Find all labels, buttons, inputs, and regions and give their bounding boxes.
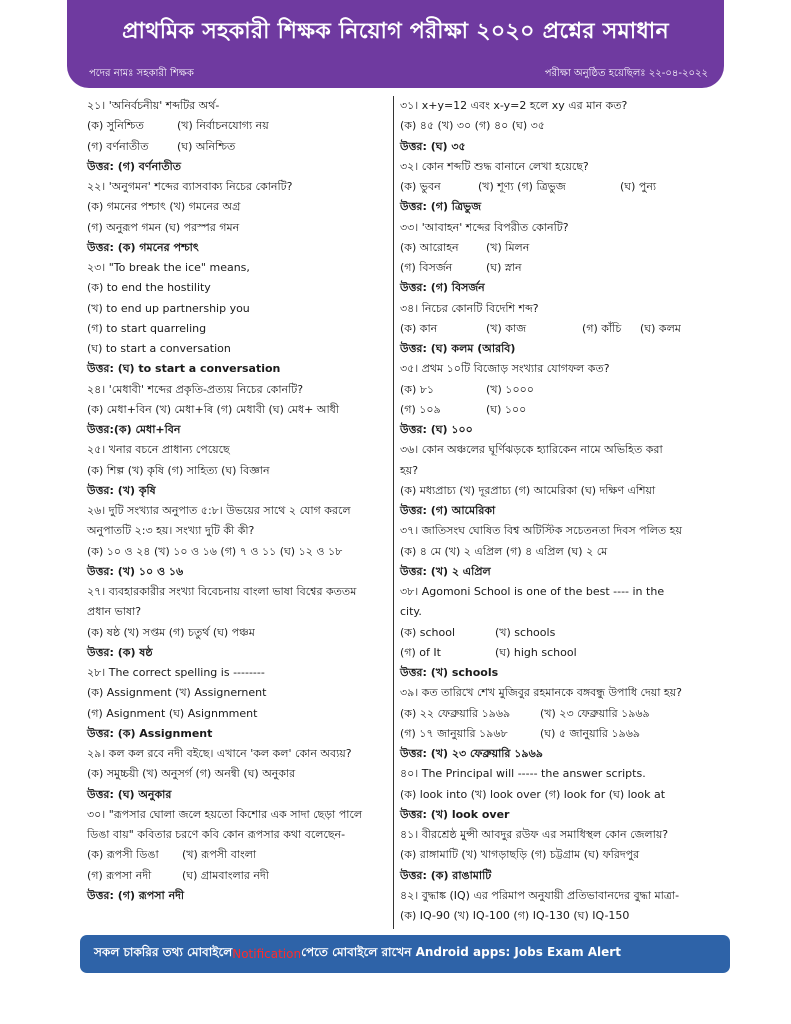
options-line (400, 400, 720, 420)
answer-line: উত্তর:(ক) মেধা+বিন (87, 423, 181, 436)
option-cell: (গ) of It (400, 645, 441, 659)
answer-line: উত্তর: (ঘ) ৩৫ (400, 139, 466, 153)
option-cell: (ক) ২২ ফেব্রুয়ারি ১৯৬৯ (400, 706, 511, 720)
options-line (400, 704, 720, 724)
option-cell: (খ) শূণ্য (গ) ত্রিভুজ (478, 180, 566, 193)
question-line: ৩৭। জাতিসংঘ ঘোষিত বিশ্ব অটিস্টিক সচেতনতা দিবস পলিত হয় (400, 524, 682, 538)
footer-text-before: সকল চাকরির তথ্য মোবাইলে (94, 945, 233, 959)
options-line: (গ) Asignment (ঘ) Asignmment (87, 706, 258, 720)
answer-line: উত্তর: (গ) বিসর্জন (400, 281, 485, 295)
answer-line: উত্তর: (ঘ) ১০০ (400, 423, 473, 436)
options-line: (ঘ) to start a conversation (87, 342, 231, 355)
answer-line: উত্তর: (খ) ১০ ও ১৬ (87, 564, 184, 578)
answer-line: উত্তর: (ক) ষষ্ঠ (87, 645, 153, 659)
options-line: (ক) মধ্যপ্রাচ্য (খ) দূরপ্রাচ্য (গ) আমেরিকা (ঘ) দক্ষিণ এশিয়া (400, 483, 656, 497)
question-line: ৪২। বুদ্ধাঙ্ক (IQ) এর পরিমাপ অনুযায়ী প্রতিভাবানদের বুদ্ধা মাত্রা- (400, 888, 680, 902)
answer-line: উত্তর: (গ) বর্ণনাতীত (87, 159, 181, 173)
options-line (400, 643, 720, 663)
option-cell: (ক) school (400, 625, 456, 639)
option-cell: (ক) সুনিশ্চিত (87, 119, 144, 133)
question-line: প্রধান ভাষা? (87, 605, 142, 619)
question-line: ৩২। কোন শব্দটি শুদ্ধ বানানে লেখা হয়েছে? (400, 159, 589, 173)
question-line: ৪১। বীরশ্রেষ্ঠ মুন্সী আবদুর রউফ এর সমাধিস্থল কোন জেলায়? (400, 828, 669, 841)
answer-line: উত্তর: (ক) রাঙামাটি (400, 868, 492, 882)
options-line (87, 845, 389, 865)
options-line: (ক) রাঙ্গামাটি (খ) খাগড়াছড়ি (গ) চট্টগ্রাম (ঘ) ফরিদপুর (400, 848, 640, 862)
options-line (400, 724, 720, 744)
header-banner (67, 0, 724, 88)
question-line: ডিঙা বায়" কবিতার চরণে কবি কোন রূপসার কথা বলেছেন- (87, 828, 346, 841)
question-line: ২১। 'অনির্বচনীয়' শব্দটির অর্থ- (87, 99, 220, 112)
option-cell: (খ) নির্বাচনযোগ্য নয় (177, 119, 269, 133)
options-line: (ক) IQ-90 (খ) IQ-100 (গ) IQ-130 (ঘ) IQ-150 (400, 909, 630, 922)
option-cell: (গ) বর্ণনাতীত (87, 139, 149, 153)
options-line (87, 866, 389, 886)
options-line: (ক) মেধা+বিন (খ) মেধা+ৰি (গ) মেধাবী (ঘ) মেধ+ আধী (87, 402, 339, 416)
answer-line: উত্তর: (গ) আমেরিকা (400, 504, 496, 517)
option-cell: (ক) কান (400, 321, 438, 335)
answer-line: উত্তর: (গ) ত্রিভুজ (400, 200, 482, 214)
option-cell: (ঘ) অনিশ্চিত (177, 139, 236, 153)
footer-accent: Notification (232, 947, 302, 961)
option-cell: (খ) schools (495, 625, 556, 639)
question-line: ৩০। "রূপসার ঘোলা জলে হয়তো কিশোর এক সাদা ছেড়া পালে (87, 807, 363, 821)
question-line: ২২। 'অনুগমন' শব্দের ব্যাসবাক্য নিচের কোনটি? (87, 180, 293, 193)
options-line (400, 238, 720, 258)
option-cell: (গ) ১৭ জানুয়ারি ১৯৬৮ (400, 726, 508, 740)
options-line: (ক) to end the hostility (87, 281, 211, 295)
question-line: ২৭। ব্যবহারকারীর সংখ্যা বিবেচনায় বাংলা ভাষা বিশ্বের কততম (87, 585, 357, 598)
question-line: city. (400, 605, 422, 619)
options-line (400, 258, 720, 278)
options-line: (ক) Assignment (খ) Assignernent (87, 686, 267, 700)
options-line: (ক) ৪ মে (খ) ২ এপ্রিল (গ) ৪ এপ্রিল (ঘ) ২ মে (400, 544, 608, 558)
column-divider (393, 96, 394, 929)
question-line: ২৫। খনার বচনে প্রাধান্য পেয়েছে (87, 443, 230, 457)
question-line: ২৯। কল কল রবে নদী বইছে। এখানে 'কল কল' কোন অব্যয়? (87, 747, 352, 760)
question-line: হয়? (400, 463, 419, 477)
answer-line: উত্তর: (খ) ২ এপ্রিল (400, 564, 491, 578)
options-line (87, 137, 389, 157)
option-cell: (গ) কাঁচি (582, 321, 622, 335)
post-label: পদের নামঃ সহকারী শিক্ষক (89, 68, 194, 79)
answer-line: উত্তর: (ক) গমনের পশ্চাৎ (87, 240, 199, 254)
option-cell: (খ) ২৩ ফেব্রুয়ারি ১৯৬৯ (540, 706, 650, 720)
options-line: (ক) look into (খ) look over (গ) look for (ঘ) look at (400, 787, 666, 801)
question-line: ৪০। The Principal will ----- the answer scripts. (400, 767, 646, 781)
question-line: ৩১। x+y=12 এবং x-y=2 হলে xy এর মান কত? (400, 99, 628, 112)
options-line (400, 319, 720, 339)
options-line: (খ) to end up partnership you (87, 301, 250, 315)
footer-text-after: পেতে মোবাইলে রাখেন Android apps: Jobs Exam Alert (301, 945, 621, 959)
option-cell: (ঘ) কলম (640, 321, 681, 335)
question-line: ২৬। দুটি সংখ্যার অনুপাত ৫:৮। উভয়ের সাথে ২ যোগ করলে (87, 504, 351, 517)
question-line: ২৪। 'মেধাবী' শব্দের প্রকৃতি-প্রত্যয় নিচের কোনটি? (87, 382, 304, 396)
options-line: (গ) অনুরূপ গমন (ঘ) পরস্পর গমন (87, 220, 240, 234)
option-cell: (গ) রূপসা নদী (87, 868, 152, 882)
answer-line: উত্তর: (খ) কৃষি (87, 483, 156, 497)
option-cell: (খ) ১০০০ (486, 382, 534, 396)
question-line: ৩৬। কোন অঞ্চলের ঘূর্ণিঝড়কে হ্যারিকেন নামে অভিহিত করা (400, 443, 663, 457)
option-cell: (ঘ) ৫ জানুয়ারি ১৯৬৯ (540, 726, 641, 740)
option-cell: (খ) রূপসী বাংলা (182, 848, 257, 862)
options-line: (ক) ষষ্ঠ (খ) সপ্তম (গ) চতুর্থ (ঘ) পঞ্চম (87, 625, 255, 639)
left-column (87, 96, 389, 906)
option-cell: (ঘ) high school (495, 645, 577, 659)
answer-line: উত্তর: (ঘ) অনুকার (87, 787, 172, 801)
question-line: ২৩। "To break the ice" means, (87, 261, 250, 274)
option-cell: (গ) ১০৯ (400, 402, 441, 416)
question-line: অনুপাতটি ২:৩ হয়। সংখ্যা দুটি কী কী? (87, 524, 255, 538)
option-cell: (ক) আরোহন (400, 240, 459, 254)
question-line: ৩৯। কত তারিখে শেখ মুজিবুর রহমানকে বঙ্গবন্ধু উপাধি দেয়া হয়? (400, 686, 682, 700)
answer-line: উত্তর: (ঘ) কলম (আরবি) (400, 342, 516, 355)
option-cell: (ঘ) পুন্য (620, 180, 657, 193)
right-column (400, 96, 720, 926)
answer-line: উত্তর: (খ) schools (400, 666, 499, 679)
option-cell: (ঘ) গ্রামবাংলার নদী (182, 868, 269, 882)
option-cell: (ক) ৮১ (400, 382, 435, 396)
answer-line: উত্তর: (খ) ২৩ ফেব্রুয়ারি ১৯৬৯ (400, 747, 543, 760)
question-line: ২৮। The correct spelling is -------- (87, 666, 265, 679)
options-line: (গ) to start quarreling (87, 321, 207, 335)
answer-line: উত্তর: (ক) Assignment (87, 726, 213, 740)
options-line: (ক) সমুচ্চয়ী (খ) অনুসর্গ (গ) অনন্বী (ঘ) অনুকার (87, 767, 296, 781)
question-line: ৩৫। প্রথম ১০টি বিজোড় সংখ্যার যোগফল কত? (400, 362, 610, 376)
options-line (400, 623, 720, 643)
options-line (87, 116, 389, 136)
option-cell: (খ) মিলন (486, 240, 530, 254)
answer-line: উত্তর: (খ) look over (400, 807, 510, 821)
options-line: (ক) ৪৫ (খ) ৩০ (গ) ৪০ (ঘ) ৩৫ (400, 119, 545, 133)
option-cell: (ক) ভুবন (400, 180, 441, 193)
option-cell: (গ) বিসর্জন (400, 261, 453, 274)
options-line (400, 380, 720, 400)
question-line: ৩৩। 'আবাহন' শব্দের বিপরীত কোনটি? (400, 220, 569, 234)
options-line: (ক) শিল্প (খ) কৃষি (গ) সাহিত্য (ঘ) বিজ্ঞান (87, 463, 270, 477)
option-cell: (খ) কাজ (486, 321, 527, 335)
options-line (400, 177, 720, 197)
answer-line: উত্তর: (গ) রূপসা নদী (87, 888, 185, 902)
footer-banner (80, 935, 730, 973)
question-line: ৩৮। Agomoni School is one of the best ---- in the (400, 585, 665, 598)
exam-date: পরীক্ষা অনুষ্ঠিত হয়েছিলঃ ২২-০৪-২০২২ (544, 68, 708, 79)
options-line: (ক) ১০ ও ২৪ (খ) ১০ ও ১৬ (গ) ৭ ও ১১ (ঘ) ১২ ও ১৮ (87, 544, 343, 558)
option-cell: (ঘ) স্নান (486, 261, 522, 274)
answer-line: উত্তর: (ঘ) to start a conversation (87, 362, 281, 376)
options-line: (ক) গমনের পশ্চাৎ (খ) গমনের অগ্র (87, 200, 241, 214)
option-cell: (ঘ) ১০০ (486, 402, 527, 416)
option-cell: (ক) রূপসী ডিঙা (87, 848, 159, 862)
page-title: প্রাথমিক সহকারী শিক্ষক নিয়োগ পরীক্ষা ২০২০ প্রশ্নের সমাধান (122, 19, 669, 44)
question-line: ৩৪। নিচের কোনটি বিদেশি শব্দ? (400, 301, 539, 315)
